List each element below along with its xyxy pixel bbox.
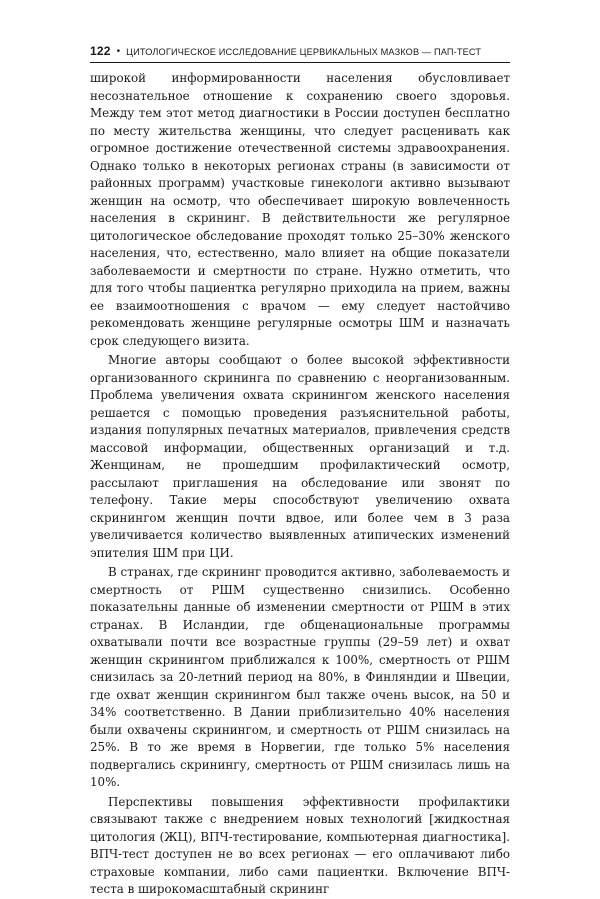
header-bullet: • (116, 46, 121, 57)
page-number: 122 (90, 44, 111, 58)
paragraph-2: Многие авторы сообщают о более высокой эффективности организованного скрининга по сравнению с неорганизованным. Проблема увеличения охвата скринингом женского населения решается с помощью проведения разъяснительной работы, издания популярных печатных материалов, привлечения средств массовой информации, общественных организаций и т.д. Женщинам, не прошедшим профилактический осмотр, рассылают приглашения на обследование или звонят по телефону. Такие меры способствуют увеличению охвата скринингом женщин почти вдвое, или более чем в 3 раза увеличивается количество выявленных атипических изменений эпителия ШМ при ЦИ. (90, 353, 510, 560)
running-header (90, 44, 510, 62)
paragraph-3: В странах, где скрининг проводится активно, заболеваемость и смертность от РШМ существенно снизились. Особенно показательны данные об изменении смертности от РШМ в этих странах. В Исландии, где общенациональные программы охватывали почти все возрастные группы (29–59 лет) и охват женщин скринингом приближался к 100%, смертность от РШМ снизилась за 20-летний период на 80%, в Финляндии и Швеции, где охват женщин скринингом был также очень высок, на 50 и 34% соответственно. В Дании приблизительно 40% населения были охвачены скринингом, и смертность от РШМ снизилась на 25%. В то же время в Норвегии, где только 5% населения подвергались скринингу, смертность от РШМ снизилась лишь на 10%. (90, 565, 510, 789)
body-text (90, 70, 510, 899)
header-divider (90, 62, 510, 63)
paragraph-1: широкой информированности населения обусловливает несознательное отношение к сохранению своего здоровья. Между тем этот метод диагностики в России доступен бесплатно по месту жительства женщины, что следует расценивать как огромное достижение отечественной системы здравоохранения. Однако только в некоторых регионах страны (в зависимости от районных программ) участковые гинекологи активно вызывают женщин на осмотр, что обеспечивает широкую вовлеченность населения в скрининг. В действительности же регулярное цитологическое обследование проходят только 25–30% женского населения, что, естественно, мало влияет на общие показатели заболеваемости и смертности по стране. Нужно отметить, что для того чтобы пациентка регулярно приходила на прием, важны ее взаимоотношения с врачом — ему следует настойчиво рекомендовать женщине регулярные осмотры ШМ и назначать срок следующего визита. (90, 71, 510, 348)
running-title: ЦИТОЛОГИЧЕСКОЕ ИССЛЕДОВАНИЕ ЦЕРВИКАЛЬНЫХ МАЗКОВ — ПАП-ТЕСТ (126, 47, 482, 57)
paragraph-4: Перспективы повышения эффективности профилактики связывают также с внедрением новых технологий [жидкостная цитология (ЖЦ), ВПЧ-тестирование, компьютерная диагностика]. ВПЧ-тест доступен не во всех регионах — его оплачивают либо страховые компании, либо сами пациентки. Включение ВПЧ-теста в широкомасштабный скрининг (90, 794, 510, 896)
